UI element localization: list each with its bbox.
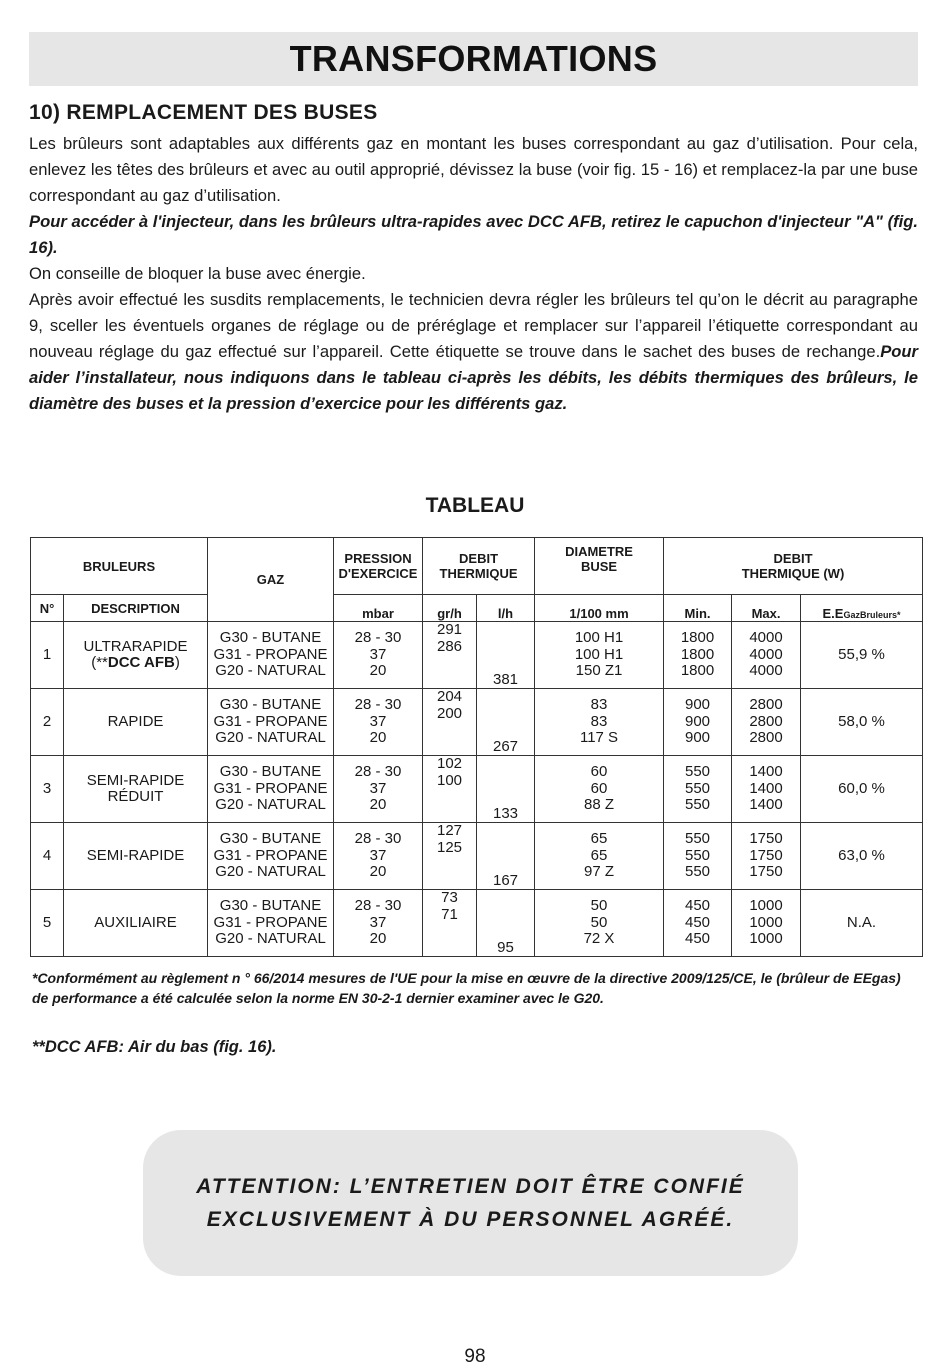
min-line: 1800 xyxy=(680,645,715,663)
header-debit-w xyxy=(664,538,923,595)
min-line: 550 xyxy=(685,830,711,848)
table-row xyxy=(31,622,923,689)
page-number: 98 xyxy=(464,1346,486,1367)
header-debit-w-line2: THERMIQUE (W) xyxy=(741,566,845,581)
table-title: TABLEAU xyxy=(425,494,525,517)
attention-box xyxy=(143,1130,798,1276)
header-ee xyxy=(801,595,923,622)
pression-line: 37 xyxy=(369,846,387,864)
title-bar xyxy=(29,32,918,86)
cell-lh: 381 xyxy=(477,622,535,689)
max-line: 2800 xyxy=(749,712,783,730)
min-line: 1800 xyxy=(680,662,715,680)
max-line: 1400 xyxy=(749,796,783,814)
max-line: 4000 xyxy=(749,629,783,647)
header-pression-line1: PRESSION xyxy=(344,551,412,566)
diametre-line: 117 S xyxy=(579,729,619,747)
cell-max xyxy=(732,756,801,823)
cell-ee: 63,0 % xyxy=(801,823,923,890)
cell-n: 4 xyxy=(31,823,64,890)
diametre-line: 50 xyxy=(590,913,608,931)
cell-lh: 95 xyxy=(477,890,535,957)
max-line: 1400 xyxy=(749,779,783,797)
header-n: N° xyxy=(31,595,64,622)
min-line: 450 xyxy=(685,913,711,931)
table-row xyxy=(31,756,923,823)
cell-description xyxy=(64,622,208,689)
cell-grh xyxy=(423,756,477,823)
cell-n: 2 xyxy=(31,689,64,756)
header-debit-w-line1: DEBIT xyxy=(773,551,813,566)
cell-pression xyxy=(334,689,423,756)
min-line: 550 xyxy=(685,796,711,814)
header-max: Max. xyxy=(732,595,801,622)
header-diametre-line1: DIAMETRE xyxy=(565,544,633,559)
attention-line-1: ATTENTION: L’ENTRETIEN DOIT ÊTRE CONFIÉ xyxy=(196,1175,745,1198)
description-line1: ULTRARAPIDE xyxy=(83,637,188,655)
min-line: 550 xyxy=(685,763,711,781)
paragraph-4-bold: Pour aider l’installateur, nous indiquons dans le tableau ci-après les débits, les débits thermiques des brûleurs, le diamètre des buses et la pression d’exercice pour les différents gaz. xyxy=(29,342,918,413)
paragraph-1: Les brûleurs sont adaptables aux différents gaz en montant les buses correspondant au gaz d’utilisation. Pour cela, enlevez les têtes des brûleurs et avec au outil approprié, dévissez la buse (voir fig. 15 - 16) et remplacez-la par une buse correspondant au gaz d’utilisation. xyxy=(29,134,918,205)
description-line1: RAPIDE xyxy=(107,712,164,730)
cell-pression xyxy=(334,756,423,823)
min-line: 900 xyxy=(685,712,711,730)
diametre-line: 100 H1 xyxy=(574,645,624,663)
max-line: 1750 xyxy=(749,863,783,881)
cell-min xyxy=(664,823,732,890)
burner-table xyxy=(30,537,923,957)
gaz-line: G30 - BUTANE xyxy=(219,830,322,848)
cell-min xyxy=(664,756,732,823)
table-row xyxy=(31,689,923,756)
max-line: 2800 xyxy=(749,729,783,747)
grh-line: 102 xyxy=(437,755,463,772)
header-diametre-line2: BUSE xyxy=(580,559,618,574)
cell-lh: 267 xyxy=(477,689,535,756)
gaz-line: G31 - PROPANE xyxy=(213,913,328,931)
cell-max xyxy=(732,622,801,689)
min-line: 900 xyxy=(685,696,711,714)
max-line: 1000 xyxy=(749,913,783,931)
cell-ee: N.A. xyxy=(801,890,923,957)
grh-line: 125 xyxy=(437,838,463,856)
diametre-line: 150 Z1 xyxy=(575,662,623,680)
min-line: 450 xyxy=(685,930,711,948)
table-row xyxy=(31,823,923,890)
header-mm: 1/100 mm xyxy=(535,595,664,622)
description-line1: AUXILIAIRE xyxy=(94,913,177,931)
cell-diametre xyxy=(535,823,664,890)
description-line2 xyxy=(64,655,207,672)
min-line: 550 xyxy=(685,846,711,864)
description-line2-pre: (** xyxy=(91,654,108,671)
gaz-line: G30 - BUTANE xyxy=(219,629,322,647)
gaz-line: G31 - PROPANE xyxy=(213,846,328,864)
cell-grh xyxy=(423,890,477,957)
paragraph-3: On conseille de bloquer la buse avec énergie. xyxy=(29,264,366,283)
grh-line: 200 xyxy=(437,704,463,722)
cell-max xyxy=(732,890,801,957)
diametre-line: 100 H1 xyxy=(574,629,624,647)
grh-line: 291 xyxy=(437,621,463,638)
grh-line: 286 xyxy=(437,637,463,655)
section-heading: 10) REMPLACEMENT DES BUSES xyxy=(29,101,378,124)
diametre-line: 88 Z xyxy=(584,796,615,814)
cell-gaz xyxy=(208,756,334,823)
cell-min xyxy=(664,890,732,957)
diametre-line: 60 xyxy=(590,779,608,797)
gaz-line: G20 - NATURAL xyxy=(215,729,326,747)
max-line: 1400 xyxy=(749,763,783,781)
diametre-line: 83 xyxy=(590,712,608,730)
header-grh: gr/h xyxy=(423,595,477,622)
cell-diametre xyxy=(535,756,664,823)
cell-description xyxy=(64,756,208,823)
cell-gaz xyxy=(208,890,334,957)
gaz-line: G31 - PROPANE xyxy=(213,712,328,730)
pression-line: 20 xyxy=(369,863,387,881)
gaz-line: G20 - NATURAL xyxy=(215,662,326,680)
pression-line: 28 - 30 xyxy=(354,629,402,647)
header-pression xyxy=(334,538,423,595)
diametre-line: 72 X xyxy=(583,930,615,948)
cell-description xyxy=(64,689,208,756)
cell-min xyxy=(664,622,732,689)
footnote-dcc-afb: **DCC AFB: Air du bas (fig. 16). xyxy=(32,1038,277,1056)
body-text xyxy=(29,131,918,417)
cell-gaz xyxy=(208,689,334,756)
pression-line: 37 xyxy=(369,712,387,730)
header-ee-sub: GazBruleurs* xyxy=(843,610,901,620)
pression-line: 37 xyxy=(369,779,387,797)
cell-ee: 55,9 % xyxy=(801,622,923,689)
diametre-line: 60 xyxy=(590,763,608,781)
pression-line: 20 xyxy=(369,930,387,948)
cell-diametre xyxy=(535,622,664,689)
pression-line: 20 xyxy=(369,662,387,680)
pression-line: 28 - 30 xyxy=(354,830,402,848)
max-line: 2800 xyxy=(749,696,783,714)
gaz-line: G20 - NATURAL xyxy=(215,863,326,881)
pression-line: 28 - 30 xyxy=(354,897,402,915)
cell-lh: 133 xyxy=(477,756,535,823)
cell-pression xyxy=(334,823,423,890)
grh-line: 127 xyxy=(437,822,463,839)
table-row xyxy=(31,890,923,957)
diametre-line: 83 xyxy=(590,696,608,714)
max-line: 1750 xyxy=(749,830,783,848)
max-line: 1000 xyxy=(749,930,783,948)
min-line: 1800 xyxy=(680,629,715,647)
max-line: 4000 xyxy=(749,645,783,663)
pression-line: 28 - 30 xyxy=(354,763,402,781)
paragraph-4 xyxy=(29,287,918,417)
cell-diametre xyxy=(535,689,664,756)
min-line: 550 xyxy=(685,779,711,797)
gaz-line: G30 - BUTANE xyxy=(219,763,322,781)
grh-line: 100 xyxy=(437,771,463,789)
cell-grh xyxy=(423,622,477,689)
description-line2-pre: RÉDUIT xyxy=(107,788,164,805)
gaz-line: G30 - BUTANE xyxy=(219,897,322,915)
header-description: DESCRIPTION xyxy=(64,595,208,622)
description-line2 xyxy=(64,789,207,806)
header-gaz: GAZ xyxy=(208,538,334,622)
description-line2-bold: DCC AFB xyxy=(107,654,175,671)
grh-line: 73 xyxy=(441,889,458,906)
header-ee-label: E.E xyxy=(822,606,844,621)
header-debit-line2: THERMIQUE xyxy=(439,566,518,581)
pression-line: 37 xyxy=(369,913,387,931)
cell-max xyxy=(732,823,801,890)
header-debit-line1: DEBIT xyxy=(459,551,499,566)
cell-pression xyxy=(334,622,423,689)
paragraph-4-plain: Après avoir effectué les susdits remplacements, le technicien devra régler les brûleurs tel qu’on le décrit au paragraphe 9, sceller les éventuels organes de réglage ou de préréglage et remplacer sur l’appareil l’étiquette correspondant au nouveau réglage du gaz effectué sur l’appareil. Cette étiquette se trouve dans le sachet des buses de rechange. xyxy=(29,290,918,361)
grh-line: 71 xyxy=(441,905,458,923)
description-line1: SEMI-RAPIDE xyxy=(86,846,185,864)
attention-line-2: EXCLUSIVEMENT À DU PERSONNEL AGRÉÉ. xyxy=(206,1208,735,1231)
max-line: 4000 xyxy=(749,662,783,680)
gaz-line: G30 - BUTANE xyxy=(219,696,322,714)
header-debit xyxy=(423,538,535,595)
cell-pression xyxy=(334,890,423,957)
pression-line: 20 xyxy=(369,729,387,747)
cell-max xyxy=(732,689,801,756)
diametre-line: 65 xyxy=(590,830,608,848)
cell-gaz xyxy=(208,622,334,689)
description-line1: SEMI-RAPIDE xyxy=(86,771,185,789)
cell-diametre xyxy=(535,890,664,957)
description-line2-post: ) xyxy=(174,654,180,671)
max-line: 1000 xyxy=(749,897,783,915)
page-title: TRANSFORMATIONS xyxy=(289,38,658,79)
header-lh: l/h xyxy=(477,595,535,622)
pression-line: 28 - 30 xyxy=(354,696,402,714)
min-line: 900 xyxy=(685,729,711,747)
diametre-line: 50 xyxy=(590,897,608,915)
cell-n: 5 xyxy=(31,890,64,957)
paragraph-2: Pour accéder à l'injecteur, dans les brûleurs ultra-rapides avec DCC AFB, retirez le capuchon d'injecteur "A" (fig. 16). xyxy=(29,212,918,257)
header-diametre xyxy=(535,538,664,595)
cell-ee: 58,0 % xyxy=(801,689,923,756)
cell-lh: 167 xyxy=(477,823,535,890)
max-line: 1750 xyxy=(749,846,783,864)
cell-description xyxy=(64,823,208,890)
min-line: 450 xyxy=(685,897,711,915)
gaz-line: G20 - NATURAL xyxy=(215,796,326,814)
header-min: Min. xyxy=(664,595,732,622)
cell-ee: 60,0 % xyxy=(801,756,923,823)
min-line: 550 xyxy=(685,863,711,881)
gaz-line: G31 - PROPANE xyxy=(213,645,328,663)
cell-description xyxy=(64,890,208,957)
diametre-line: 65 xyxy=(590,846,608,864)
gaz-line: G20 - NATURAL xyxy=(215,930,326,948)
cell-min xyxy=(664,689,732,756)
gaz-line: G31 - PROPANE xyxy=(213,779,328,797)
diametre-line: 97 Z xyxy=(584,863,615,881)
header-mbar: mbar xyxy=(334,595,423,622)
cell-grh xyxy=(423,689,477,756)
pression-line: 37 xyxy=(369,645,387,663)
footnote-regulation: *Conformément au règlement n ° 66/2014 mesures de l'UE pour la mise en œuvre de la directive 2009/125/CE, le (brûleur de EEgas) de performance a été calculée selon la norme EN 30-2-1 dernier examiner avec le G20. xyxy=(32,970,901,1006)
cell-grh xyxy=(423,823,477,890)
cell-n: 1 xyxy=(31,622,64,689)
cell-n: 3 xyxy=(31,756,64,823)
table-body xyxy=(31,622,923,957)
header-bruleurs: BRULEURS xyxy=(31,538,208,595)
grh-line: 204 xyxy=(437,688,463,705)
pression-line: 20 xyxy=(369,796,387,814)
header-pression-line2: D'EXERCICE xyxy=(338,566,418,581)
cell-gaz xyxy=(208,823,334,890)
